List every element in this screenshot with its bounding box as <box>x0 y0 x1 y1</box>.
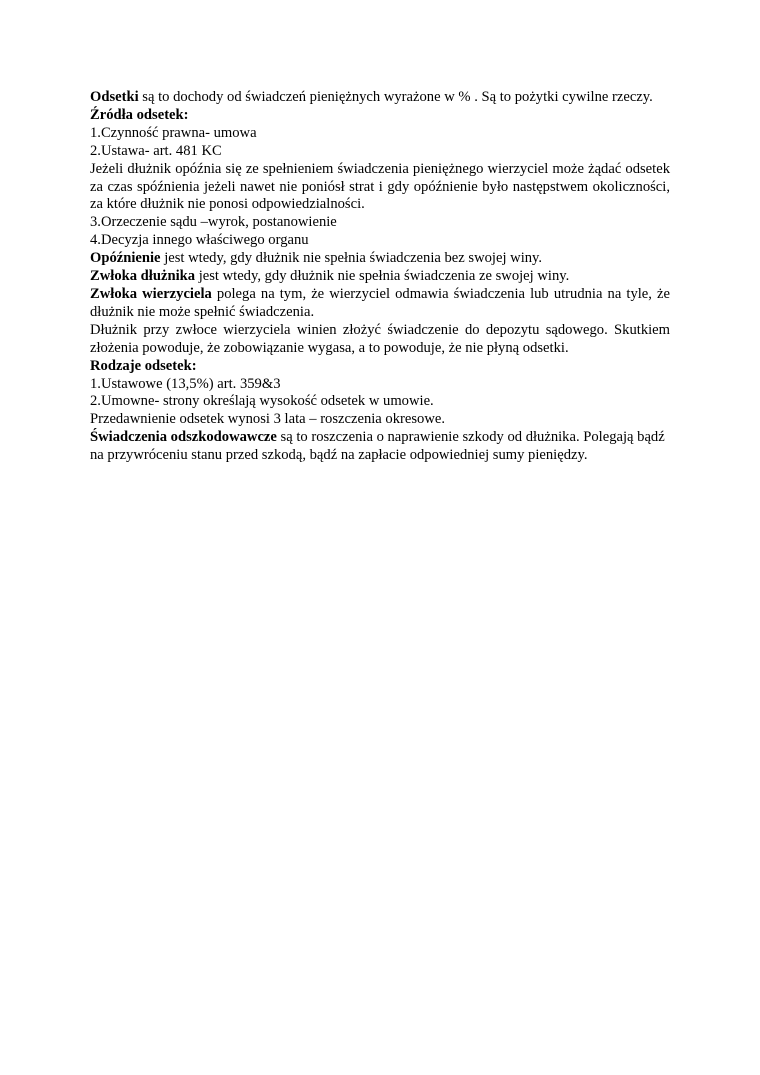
heading-sources-text: Źródła odsetek: <box>90 106 189 123</box>
heading-sources <box>90 107 670 125</box>
paragraph-zwloka-dluznika <box>90 268 670 286</box>
paragraph-odsetki-definition <box>90 89 670 107</box>
zwloka-dluznika-text: jest wtedy, gdy dłużnik nie spełnia świadczenia ze swojej winy. <box>195 268 570 285</box>
term-odsetki: Odsetki <box>90 89 139 105</box>
source-item-1: 1.Czynność prawna- umowa <box>90 124 257 141</box>
paragraph-swiadczenia-odszkodowawcze <box>90 429 670 465</box>
paragraph-delay-rule: Jeżeli dłużnik opóźnia się ze spełnieniem świadczenia pieniężnego wierzyciel może żądać odsetek za czas spóźnienia jeżeli nawet nie poniósł strat i gdy opóźnienie było następstwem okoliczności, za które dłużnik nie ponosi odpowiedzialności. <box>90 160 670 213</box>
zwloka-wierzyciela-text: polega na tym, że wierzyciel odmawia świadczenia lub utrudnia na tyle, że dłużnik nie może spełnić świadczenia. <box>90 285 670 320</box>
opoznienie-text: jest wtedy, gdy dłużnik nie spełnia świadczenia bez swojej winy. <box>160 250 543 267</box>
term-swiadczenia-odszkodowawcze: Świadczenia odszkodowawcze <box>90 429 277 446</box>
term-opoznienie: Opóźnienie <box>90 250 161 267</box>
odsetki-definition-text: są to dochody od świadczeń pieniężnych wyrażone w % . Są to pożytki cywilne rzeczy. <box>138 89 653 105</box>
heading-types-text: Rodzaje odsetek: <box>90 357 197 374</box>
source-item-4: 4.Decyzja innego właściwego organu <box>90 232 309 249</box>
type-item-1: 1.Ustawowe (13,5%) art. 359&3 <box>90 375 281 392</box>
heading-types <box>90 358 670 376</box>
paragraph-limitation: Przedawnienie odsetek wynosi 3 lata – roszczenia okresowe. <box>90 411 445 428</box>
paragraph-deposit: Dłużnik przy zwłoce wierzyciela winien złożyć świadczenie do depozytu sądowego. Skutkiem złożenia powoduje, że zobowiązanie wygasa, a to powoduje, że nie płyną odsetki. <box>90 321 670 356</box>
swiadczenia-odszkodowawcze-text: są to roszczenia o naprawienie szkody od dłużnika. Polegają bądź na przywróceniu stanu przed szkodą, bądź na zapłacie odpowiedniej sumy pieniędzy. <box>90 429 665 464</box>
paragraph-zwloka-wierzyciela <box>90 286 670 322</box>
type-item-2: 2.Umowne- strony określają wysokość odsetek w umowie. <box>90 393 434 410</box>
source-item-3: 3.Orzeczenie sądu –wyrok, postanowienie <box>90 214 337 231</box>
term-zwloka-dluznika: Zwłoka dłużnika <box>90 268 196 285</box>
document-body <box>90 89 670 465</box>
paragraph-opoznienie <box>90 250 670 268</box>
term-zwloka-wierzyciela: Zwłoka wierzyciela <box>90 285 212 302</box>
source-item-2: 2.Ustawa- art. 481 KC <box>90 142 222 159</box>
